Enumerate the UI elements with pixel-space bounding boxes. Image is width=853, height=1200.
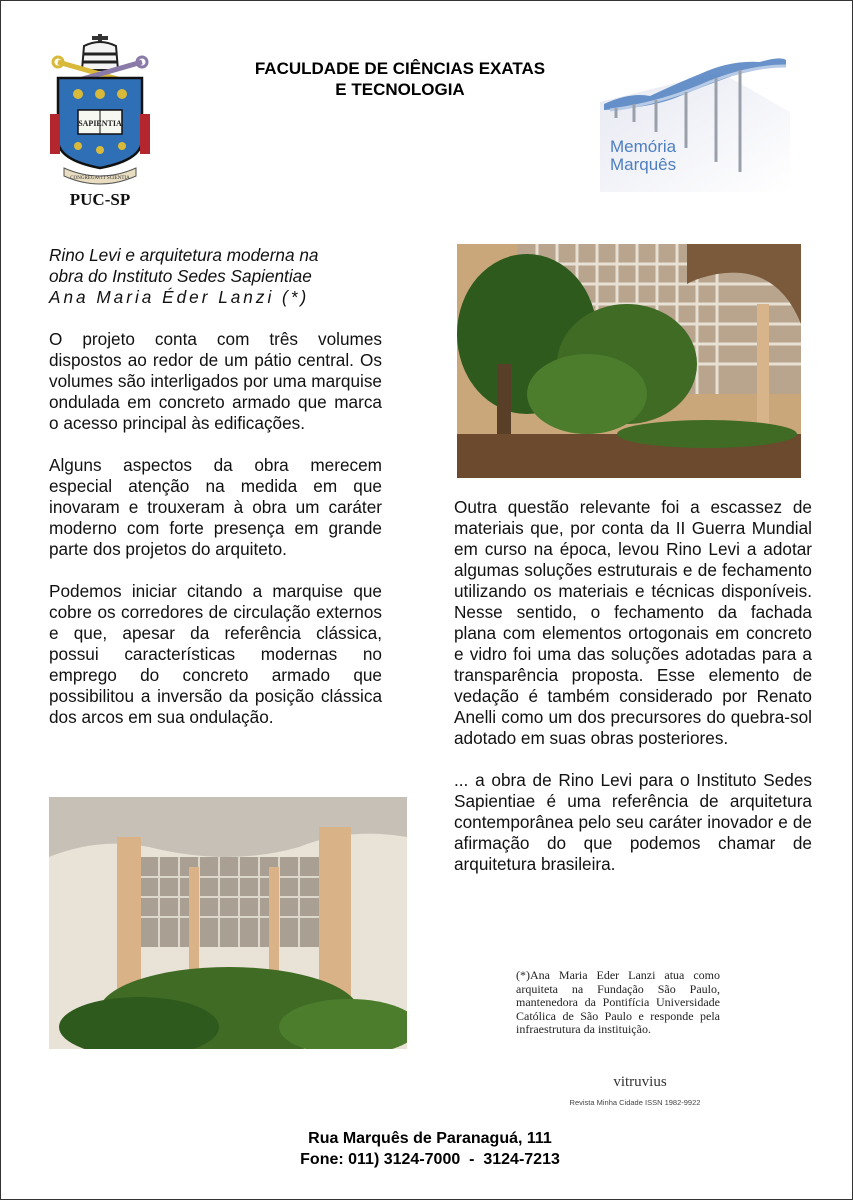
memoria-marques-logo [600, 52, 790, 192]
institution-acronym: PUC-SP [69, 190, 131, 209]
footer-address: Rua Marquês de Paranaguá, 111 [308, 1130, 552, 1147]
footer-contact [200, 1128, 660, 1170]
paragraph: ... a obra de Rino Levi para o Instituto Sedes Sapientiae é uma referência de arquitetura contemporânea pelo seu caráter inovador e de afirmação do que podemos chamar de arquitetura brasileira. [454, 770, 812, 874]
author-footnote: (*)Ana Maria Eder Lanzi atua como arquiteta na Fundação São Paulo, mantenedora da Pontifícia Universidade Católica de São Paulo e responde pela infraestrutura da instituição. [516, 968, 720, 1036]
right-column [454, 497, 812, 896]
publication-credit: Revista Minha Cidade ISSN 1982-9922 [569, 1098, 701, 1107]
paragraph: Outra questão relevante foi a escassez de materiais que, por conta da II Guerra Mundial em curso na época, levou Rino Levi a adotar algumas soluções estruturais e de fechamento utilizando os materiais e técnicas disponíveis. Nesse sentido, o fechamento da fachada plana com elementos ortogonais em concreto e vidro foi uma das soluções adotadas para a transparência proposta. Esse elemento de vedação é também considerado por Renato Anelli como um dos precursores do quebra-sol adotado em suas obras posteriores. [454, 497, 812, 748]
paragraph: O projeto conta com três volumes dispostos ao redor de um pátio central. Os volumes são interligados por uma marquise ondulada em concreto armado que marca o acesso principal às edificações. [49, 329, 382, 433]
crest-ribbon-text: SAPIENTIA [78, 119, 122, 128]
puc-crest-logo [44, 34, 156, 190]
corridor-photo [49, 797, 407, 1049]
heading-author: Ana Maria Éder Lanzi (*) [49, 287, 310, 307]
page-title [200, 58, 600, 100]
heading-line-1: Rino Levi e arquitetura moderna na [49, 245, 319, 265]
vitruvius-logo: vitruvius [613, 1074, 667, 1090]
left-column [49, 245, 382, 749]
title-line-1: FACULDADE DE CIÊNCIAS EXATAS [254, 59, 546, 78]
title-line-2: E TECNOLOGIA [335, 80, 465, 99]
memoria-line-2: Marquês [610, 155, 677, 174]
crest-motto: CONGREGAVIT SCIENTIA [70, 176, 130, 181]
memoria-line-1: Memória [610, 137, 677, 156]
heading-line-2: obra do Instituto Sedes Sapientiae [49, 266, 312, 286]
paragraph: Alguns aspectos da obra merecem especial atenção na medida em que inovaram e trouxeram à obra um caráter moderno com forte presença em grande parte dos projetos do arquiteto. [49, 455, 382, 559]
courtyard-photo [457, 244, 801, 478]
article-heading [49, 245, 382, 308]
paragraph: Podemos iniciar citando a marquise que cobre os corredores de circulação externos e que, apesar da referência clássica, possui características modernas no emprego do concreto armado que possibilitou a inversão da posição clássica dos arcos em sua ondulação. [49, 581, 382, 727]
footer-phone: Fone: 011) 3124-7000 - 3124-7213 [300, 1151, 560, 1168]
